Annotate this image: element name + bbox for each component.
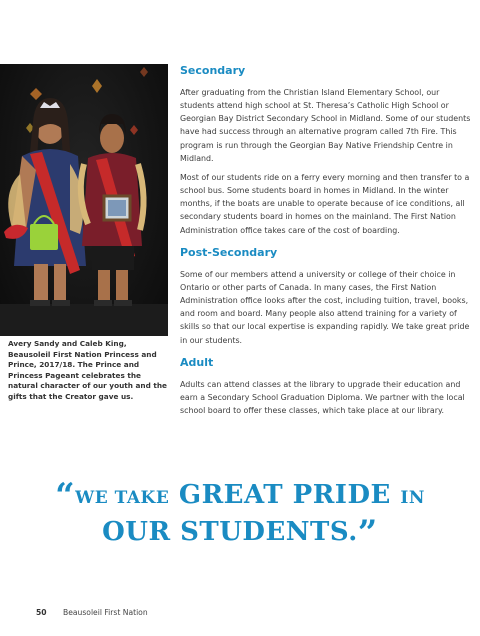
leaf-decoration	[92, 79, 102, 93]
pull-quote-text: WE TAKE	[75, 488, 170, 508]
pull-quote-text: GREAT PRIDE	[178, 480, 391, 510]
close-quote-mark: ”	[357, 513, 378, 553]
pull-quote-text: IN	[400, 488, 425, 508]
paragraph: Most of our students ride on a ferry every morning and then transfer to a school bus. Some students board in homes in Midland. In the winter months, if the boats are unable to operate because of ice conditions, all secondary students board in homes on the mainland. The First Nation Administration office takes care of the cost of boarding.	[180, 172, 470, 235]
heading-post-secondary: Post-Secondary	[180, 245, 278, 259]
paragraph: After graduating from the Christian Island Elementary School, our students attend high school at St. Theresa’s Catholic High School or Georgian Bay District Secondary School in Midland. Some of our students have had success through an alternative program called 7th Fire. This program is run through the Georgian Bay Native Friendship Centre in Midland.	[180, 88, 471, 163]
page-footer	[36, 608, 148, 617]
main-column	[180, 64, 472, 417]
heading-secondary: Secondary	[180, 64, 246, 77]
leaf-decoration	[130, 125, 138, 135]
princess-figure	[4, 98, 86, 306]
leaf-decoration	[30, 88, 42, 100]
paragraph: Some of our members attend a university or college of their choice in Ontario or other parts of Canada. In many cases, the First Nation Administration office looks after the cost, including tuition, travel, books, and room and board. Many people also attend training for a variety of skills so that our local expertise is expanding rapidly. We take great pride in our students.	[180, 269, 470, 345]
publication-name: Beausoleil First Nation	[63, 608, 148, 617]
pull-quote-line-1	[0, 478, 480, 515]
paragraph: Adults can attend classes at the library to upgrade their education and earn a Secondary School Graduation Diploma. We partner with the local school board to offer these classes, which take place at our library.	[180, 379, 465, 415]
floor	[0, 304, 168, 336]
heading-adult: Adult	[180, 355, 214, 369]
pageant-photo	[0, 64, 168, 336]
photo-caption: Avery Sandy and Caleb King, Beausoleil First Nation Princess and Prince, 2017/18. The Prince and Princess Pageant celebrates the natural character of our youth and the gifts that the Creator gave us.	[8, 339, 168, 401]
page-number: 50	[36, 608, 47, 617]
pull-quote-line-2	[0, 513, 480, 553]
pageant-photo-illustration	[0, 64, 168, 336]
prince-figure	[81, 114, 144, 306]
pull-quote	[0, 476, 480, 553]
open-quote-mark: “	[55, 476, 76, 516]
pull-quote-text: OUR STUDENTS.	[102, 517, 358, 547]
leaf-decoration	[140, 67, 148, 77]
